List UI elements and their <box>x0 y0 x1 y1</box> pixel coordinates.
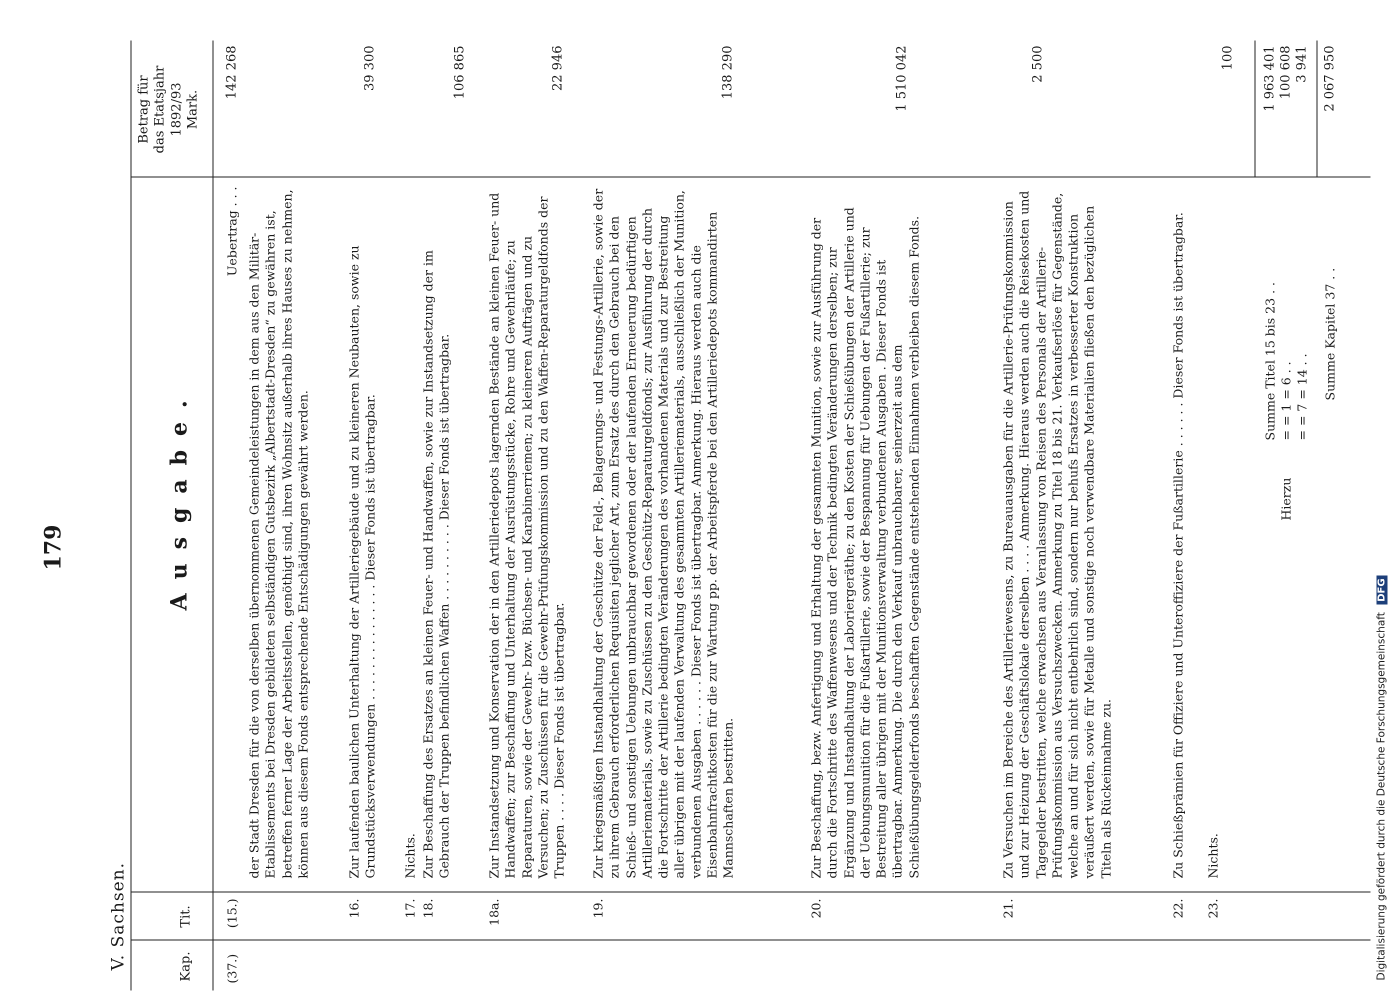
column-divider-tit <box>130 891 1370 892</box>
row-amount: 2 500 <box>1030 45 1045 83</box>
row-amount: 22 946 <box>550 45 565 91</box>
row-text: Zur Beschaffung, bezw. Anfertigung und Erhaltung der gesammten Munition, sowie zur Ausführung der durch die Fortschritte des Waffenwesens und der Technik bedingten Veränderungen derselben; zur Ergänzung und Instandhaltung der Laboriergeräthe; zu den Kosten der Schießübungen der Artillerie und der Uebungsmunition für die Fußartillerie, sowie der Bespannung für Uebungen der Fußartillerie; zur Bestreitung aller übrigen mit der Munitionsverwaltung verbundenen Ausgaben . Dieser Fonds ist übertragbar. Anmerkung. Die durch den Verkauf unbrauchbarer, seinerzeit aus dem Schießübungsgelderfonds beschafften Gegenstände entstehenden Einnahmen verbleiben diesem Fonds. <box>808 206 921 878</box>
tit-column-header: Tit. <box>178 904 193 928</box>
amount-header-line1: Betrag für <box>136 74 151 144</box>
row-tit: 18a. <box>486 898 501 926</box>
row-kap: (37.) <box>224 953 239 983</box>
summary-line3-label: = = 7 = 14 . . <box>1294 352 1309 440</box>
table-title: Ausgabe. <box>166 385 192 610</box>
dfg-logo: DFG <box>1376 575 1387 604</box>
row-text: Zur Instandsetzung und Konservation der in den Artilleriedepots lagernden Bestände an kleinen Feuer- und Handwaffen; zur Beschaffung und Unterhaltung der Ausrüstungsstücke, Rohre und Gewehrläufe; zu Reparaturen, sowie der Gewehr- bzw. Büchsen- und Karabinerriemen; zu kleineren Aufträgen und zu Versuchen; zu Zuschüssen für die Gewehr-Prüfungskommission und zu den Waffen-Reparaturgeldfonds der Truppen . . . . Dieser Fonds ist übertragbar. <box>486 192 567 878</box>
credit-text: Digitalisierung gefördert durch die Deutsche Forschungsgemeinschaft <box>1375 611 1387 980</box>
summary-total-rule <box>1316 40 1317 177</box>
row-amount: 106 865 <box>452 45 467 99</box>
row-amount: 39 300 <box>362 45 377 91</box>
section-header: V. Sachsen. <box>108 861 128 970</box>
amount-header-line2: das Etatsjahr <box>152 65 168 153</box>
summary-total-amount: 2 067 950 <box>1322 45 1337 112</box>
table-top-rule <box>130 40 131 990</box>
row-text: der Stadt Dresden für die von derselben übernommenen Gemeindeleistungen in dem aus den Militär-Etablissements bei Dresden gebildeten selbständigen Gutsbezirk „Albertstadt-Dresden“ zu gewähren ist, betreffen ferner Lage der Arbeitsstellen, genöthigt sind, ihren Wohnsitz außerhalb ihres Hauses zu nehmen, können aus diesem Fonds entsprechende Entschädigungen gewährt werden. <box>246 188 310 878</box>
row-tit: (15.) <box>224 898 239 928</box>
row-amount: 1 510 042 <box>894 45 909 112</box>
summary-line2-amount: 100 608 <box>1278 45 1293 99</box>
summary-line1-amount: 1 963 401 <box>1262 45 1277 112</box>
column-divider-amount <box>130 176 1370 177</box>
summary-line2-prefix: Hierzu <box>1278 477 1293 520</box>
row-text: Nichts. <box>1205 832 1220 878</box>
digitization-credit <box>1375 575 1387 980</box>
row-text: Uebertrag . . . <box>224 186 239 276</box>
row-tit: 20. <box>808 898 823 918</box>
row-text: Nichts. <box>402 832 417 878</box>
amount-column-header <box>136 44 201 174</box>
summary-line2-label: = = 1 = 6 . . <box>1278 360 1293 440</box>
row-amount: 100 <box>1220 45 1235 70</box>
summary-line3-amount: 3 941 <box>1294 45 1309 83</box>
row-tit: 22. <box>1170 898 1185 918</box>
row-amount: 138 290 <box>720 45 735 99</box>
row-text: Zu Versuchen im Bereiche des Artilleriewesens, zu Bureauausgaben für die Artillerie-Prüfungskommission und zur Heizung der Geschäftslokale derselben . . . . Anmerkung. Hieraus werden auch die Reisekosten und Tagegelder bestritten, welche erwachsen aus Veranlassung von Reisen des Personals der Artillerie-Prüfungskommission aus Versuchszwecken. Anmerkung zu Titel 18 bis 21. Verkaufserlöse für Gegenstände, welche an und für sich nicht entbehrlich sind, sondern nur behufs Ersatzes in verbesserter Konstruktion veräußert werden, sowie für Metalle und sonstige noch verwendbare Materialien fließen den bezüglichen Titeln als Rückeinnahme zu. <box>1000 190 1113 878</box>
row-tit: 21. <box>1000 898 1015 918</box>
row-tit: 23. <box>1205 898 1220 918</box>
row-tit: 17. <box>402 898 417 918</box>
row-text: Zu Schießprämien für Offiziere und Unteroffiziere der Fußartillerie . . . . . . Dieser Fonds ist übertragbar. <box>1170 211 1185 878</box>
row-tit: 18. <box>420 898 435 918</box>
table-header-rule <box>212 40 213 990</box>
amount-header-line3: 1892/93 <box>168 82 184 137</box>
row-text: Zur kriegsmäßigen Instandhaltung der Geschütze der Feld-, Belagerungs- und Festungs-Artillerie, sowie der zu ihrem Gebrauch erforderlichen Requisiten jeglicher Art, zum Ersatz des durch den Gebrauch bei den Schieß- und sonstigen Uebungen unbrauchbar gewordenen oder der laufenden Erneuerung bedürftigen Artilleriematerials, sowie zu Zuschüssen zu den Geschütz-Reparaturgeldfonds; zur Ausführung der durch die Fortschritte der Artillerie bedingten Veränderungen des vorhandenen Materials und zur Bestreitung aller übrigen mit der laufenden Verwaltung des gesammten Artilleriematerials, ausschließlich der Munition, verbundenen Ausgaben . . . . . . Dieser Fonds ist übertragbar. Anmerkung. Hieraus werden auch die Eisenbahnfrachtkosten für die zur Wartung pp. der Arbeitspferde bei den Artilleriedepots kommandirten Mannschaften bestritten. <box>590 188 736 878</box>
kap-column-header: Kap. <box>178 951 193 981</box>
amount-header-unit: Mark. <box>184 89 200 129</box>
row-amount: 142 268 <box>224 45 239 99</box>
row-text: Zur Beschaffung des Ersatzes an kleinen Feuer- und Handwaffen, sowie zur Instandsetzung der im Gebrauch der Truppen befindlichen Waffen . . . . . . . . . . Dieser Fonds ist übertragbar. <box>420 249 452 878</box>
row-tit: 19. <box>590 898 605 918</box>
page-number: 179 <box>40 524 66 570</box>
summary-total-label: Summe Kapitel 37 . . <box>1322 267 1337 400</box>
row-text: Zur laufenden baulichen Unterhaltung der Artilleriegebäude und zu kleineren Neubauten, sowie zu Grundstücksverwendungen . . . . . . . . . . . . . . . Dieser Fonds ist übertragbar. <box>346 244 378 878</box>
column-divider-kap <box>130 939 1370 940</box>
row-tit: 16. <box>346 898 361 918</box>
summary-line1-label: Summe Titel 15 bis 23 . . <box>1262 281 1277 440</box>
summary-top-rule <box>1254 40 1255 177</box>
